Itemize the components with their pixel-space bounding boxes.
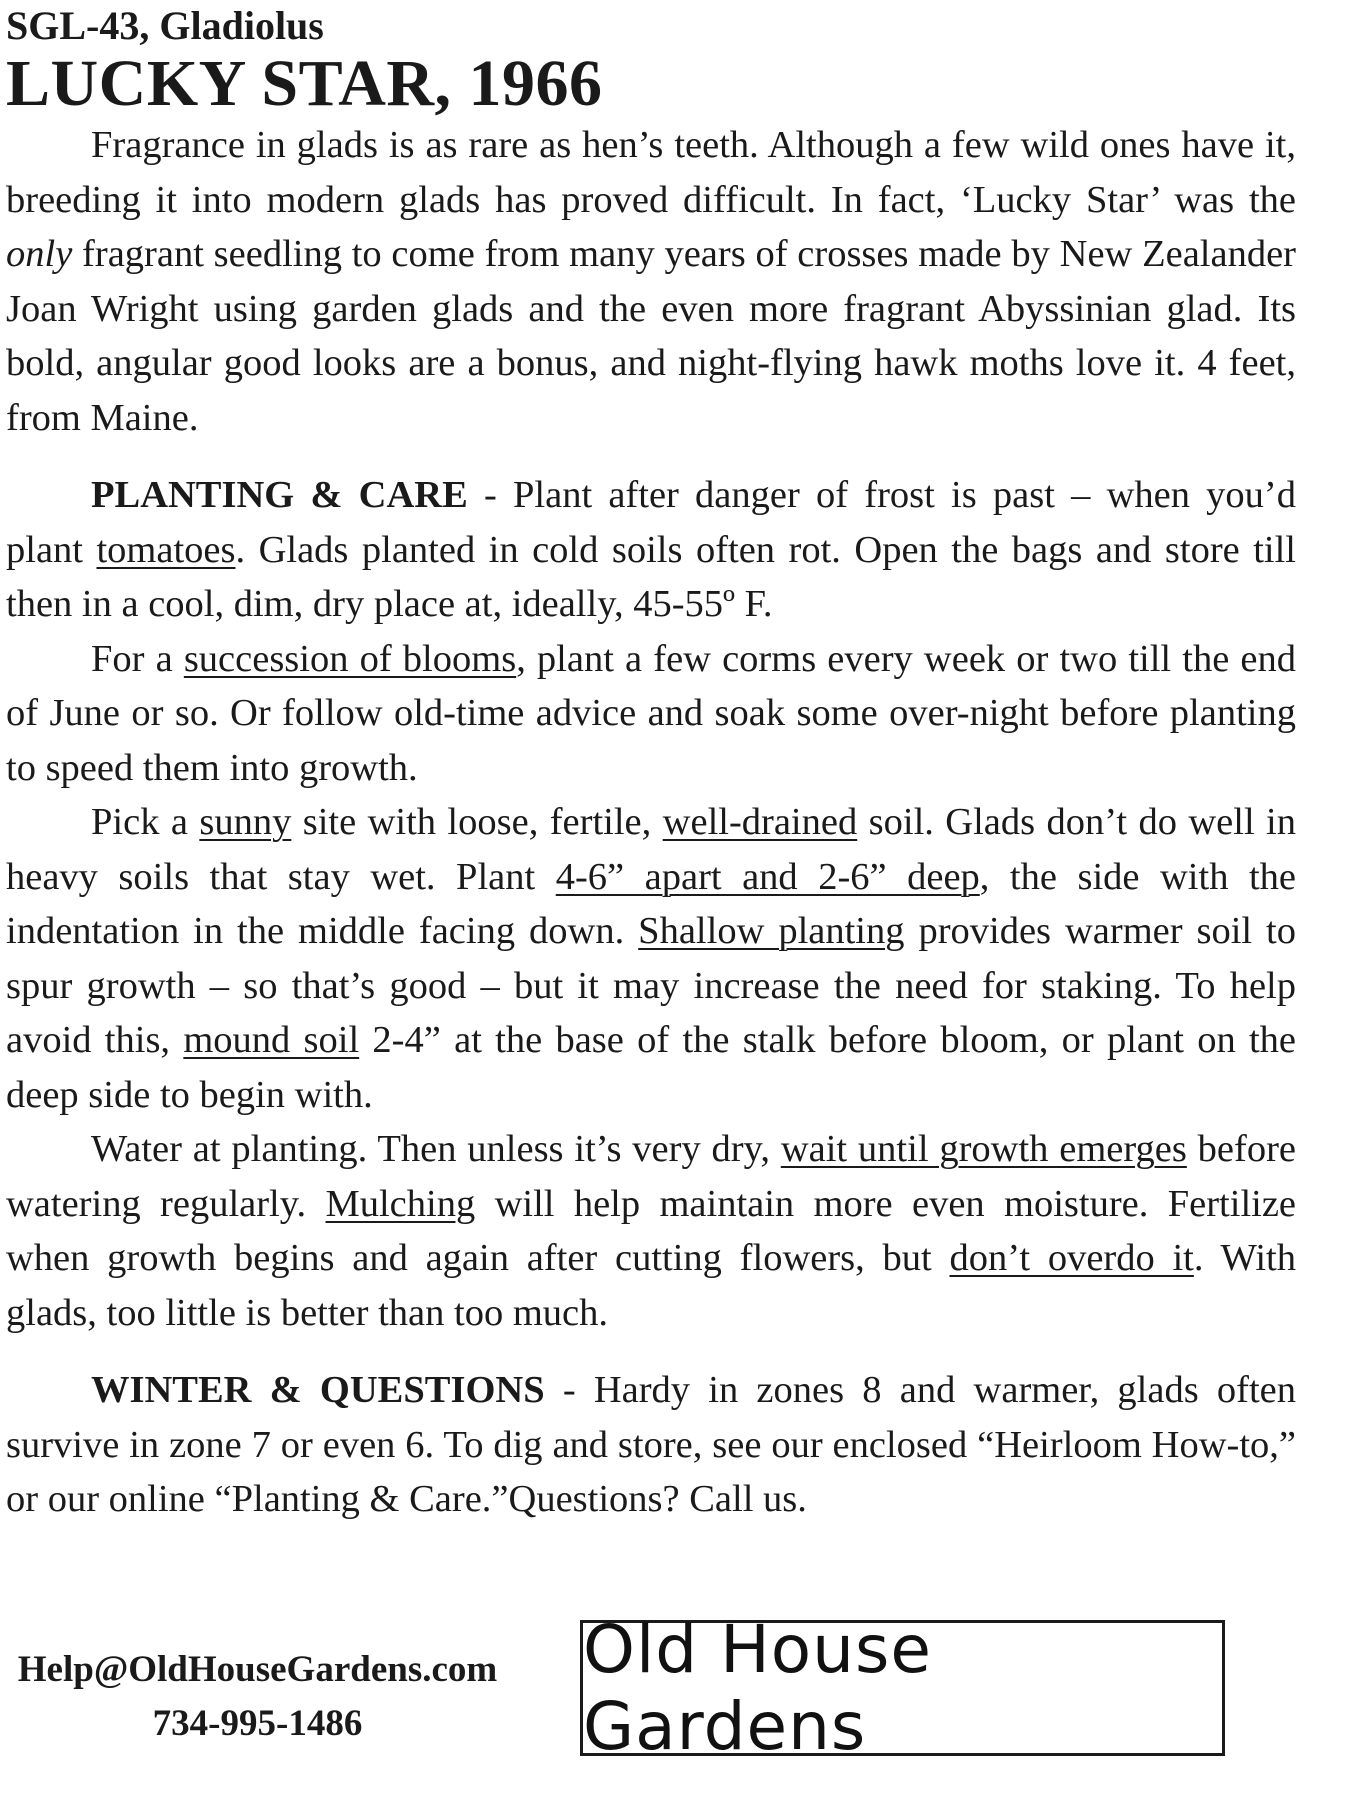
winter-heading: WINTER & QUESTIONS: [91, 1369, 545, 1411]
link-sunny[interactable]: sunny: [199, 801, 292, 843]
link-mound-soil[interactable]: mound soil: [183, 1019, 360, 1061]
planting-paragraph-1: PLANTING & CARE - Plant after danger of frost is past – when you’d plant tomatoes. Glads planted in cold soils often rot. Open the bags and store till then in a cool, dim, dry place at, ideally, 45-55º F.: [6, 474, 1297, 625]
seed-packet-sheet: [6, 0, 1296, 1527]
phone-number: 734-995-1486: [152, 1703, 363, 1744]
winter-paragraph: WINTER & QUESTIONS - Hardy in zones 8 and warmer, glads often survive in zone 7 or even 6. To dig and store, see our enclosed “Heirloom How-to,” or our online “Planting & Care.”Questions? Call us.: [6, 1369, 1296, 1520]
link-wait-until-growth[interactable]: wait until growth emerges: [780, 1128, 1187, 1170]
product-code: SGL-43, Gladiolus: [6, 3, 324, 48]
emphasis-only: only: [6, 233, 73, 275]
logo-wordmark: Old House Gardens: [583, 1611, 932, 1765]
link-well-drained[interactable]: well-drained: [662, 801, 858, 843]
link-mulching[interactable]: Mulching: [325, 1182, 476, 1225]
page-title: LUCKY STAR, 1966: [6, 47, 603, 120]
contact-block: [0, 1643, 515, 1751]
email-link[interactable]: Help@OldHouseGardens.com: [17, 1649, 498, 1690]
link-succession-of-blooms[interactable]: succession of blooms: [183, 637, 517, 680]
planting-paragraph-3: Pick a sunny site with loose, fertile, well-drained soil. Glads don’t do well in heavy soils that stay wet. Plant 4-6” apart and 2-6” deep, the side with the indentation in the middle facing down. Shallow planting provides warmer soil to spur growth – so that’s good – but it may increase the need for staking. To help avoid this, mound soil 2-4” at the base of the stalk before bloom, or plant on the deep side to begin with.: [6, 801, 1297, 1116]
planting-heading: PLANTING & CARE: [91, 474, 468, 516]
link-tomatoes[interactable]: tomatoes: [96, 528, 236, 571]
link-dont-overdo-it[interactable]: don’t overdo it: [949, 1237, 1194, 1279]
intro-paragraph: Fragrance in glads is as rare as hen’s teeth. Although a few wild ones have it, breeding it into modern glads has proved difficult. In fact, ‘Lucky Star’ was the only fragrant seedling to come from many years of crosses made by New Zealander Joan Wright using garden glads and the even more fragrant Abyssinian glad. Its bold, angular good looks are a bonus, and night-flying hawk moths love it. 4 feet, from Maine.: [6, 124, 1296, 439]
link-spacing-depth[interactable]: 4-6” apart and 2-6” deep: [555, 855, 980, 898]
brand-logo: [580, 1611, 1225, 1765]
planting-paragraph-4: Water at planting. Then unless it’s very dry, wait until growth emerges before watering regularly. Mulching will help maintain more even moisture. Fertilize when growth begins and again after cutting flowers, but don’t overdo it. With glads, too little is better than too much.: [6, 1128, 1297, 1334]
link-shallow-planting[interactable]: Shallow planting: [638, 910, 905, 952]
planting-paragraph-2: For a succession of blooms, plant a few corms every week or two till the end of June or so. Or follow old-time advice and soak some over-night before planting to speed them into growth.: [6, 637, 1297, 789]
